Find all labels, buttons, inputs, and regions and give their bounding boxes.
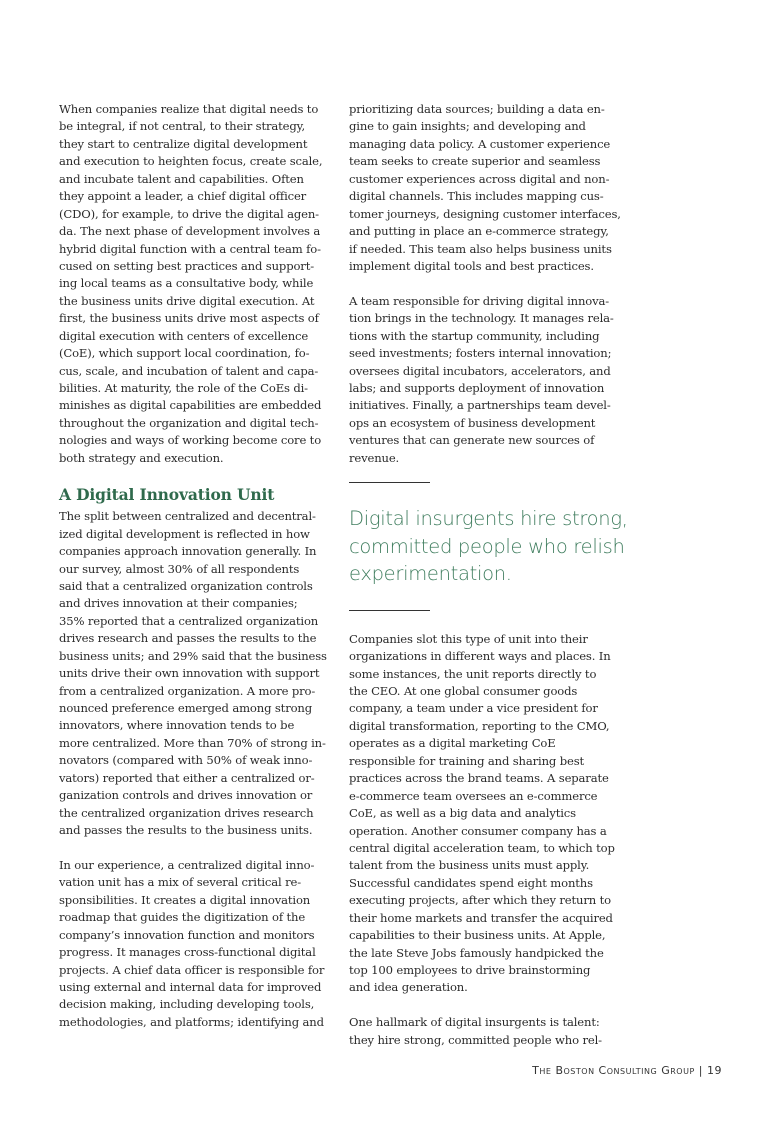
text-line: methodologies, and platforms; identifying and <box>59 1014 324 1029</box>
text-line: sponsibilities. It creates a digital innovation <box>59 892 311 907</box>
text-line: if needed. This team also helps business units <box>349 241 612 256</box>
text-line: from a centralized organization. A more pro- <box>59 683 316 698</box>
text-line: 35% reported that a centralized organization <box>59 613 319 628</box>
text-line: our survey, almost 30% of all respondents <box>59 561 300 576</box>
paragraph-data-customer <box>349 101 634 275</box>
footer-separator: | <box>698 1064 703 1077</box>
text-line: said that a centralized organization controls <box>59 578 313 593</box>
text-line: hybrid digital function with a central team fo- <box>59 241 321 256</box>
text-line: minishes as digital capabilities are embedded <box>59 398 322 413</box>
text-line: oversees digital incubators, accelerators, and <box>349 363 611 378</box>
text-line: business units; and 29% said that the business <box>59 648 327 663</box>
text-line: ing local teams as a consultative body, while <box>59 276 314 291</box>
text-line: operates as a digital marketing CoE <box>349 736 556 751</box>
text-line: implement digital tools and best practices. <box>349 258 594 273</box>
text-line: decision making, including developing tools, <box>59 997 315 1012</box>
text-line: vation unit has a mix of several critical re- <box>59 875 301 890</box>
text-line: and incubate talent and capabilities. Often <box>59 171 304 186</box>
text-line: tion brings in the technology. It manages rela- <box>349 311 614 326</box>
text-line: (CoE), which support local coordination, fo- <box>59 346 310 361</box>
intro-paragraph <box>59 101 344 467</box>
text-line: and idea generation. <box>349 980 468 995</box>
text-line: When companies realize that digital needs to <box>59 102 319 116</box>
text-line: companies approach innovation generally. In <box>59 544 317 559</box>
text-line: digital transformation, reporting to the CMO, <box>349 718 610 733</box>
text-line: top 100 employees to drive brainstorming <box>349 963 591 977</box>
text-line: innovators, where innovation tends to be <box>59 718 295 733</box>
text-line: company, a team under a vice president for <box>349 701 598 716</box>
pull-quote-line: experimentation. <box>349 562 512 586</box>
text-line: managing data policy. A customer experience <box>349 136 611 151</box>
text-line: capabilities to their business units. At Apple, <box>349 928 606 943</box>
publisher-name: The Boston Consulting Group <box>532 1064 695 1077</box>
text-line: Companies slot this type of unit into their <box>349 631 588 646</box>
text-line: customer experiences across digital and non- <box>349 171 610 186</box>
text-line: roadmap that guides the digitization of the <box>59 910 306 925</box>
text-line: vators) reported that either a centralized or- <box>59 770 315 785</box>
text-line: responsible for training and sharing best <box>349 753 585 768</box>
text-line: tions with the startup community, including <box>349 328 600 343</box>
page-footer <box>532 1064 722 1077</box>
text-line: and putting in place an e-commerce strategy, <box>349 224 609 239</box>
text-line: first, the business units drive most aspects of <box>59 311 319 326</box>
text-line: CoE, as well as a big data and analytics <box>349 806 576 821</box>
text-line: ventures that can generate new sources of <box>349 433 595 448</box>
text-line: bilities. At maturity, the role of the CoEs di- <box>59 381 308 395</box>
text-line: executing projects, after which they return to <box>349 893 611 908</box>
text-line: the late Steve Jobs famously handpicked the <box>349 945 604 960</box>
text-line: seed investments; fosters internal innovation; <box>349 346 612 361</box>
paragraph-innovation-team <box>349 293 634 467</box>
text-line: operation. Another consumer company has a <box>349 823 607 838</box>
text-line: and execution to heighten focus, create scale, <box>59 154 323 169</box>
text-line: some instances, the unit reports directly to <box>349 666 597 681</box>
text-line: novators (compared with 50% of weak inno- <box>59 753 313 768</box>
text-line: they appoint a leader, a chief digital officer <box>59 189 307 204</box>
text-line: ized digital development is reflected in how <box>59 526 310 541</box>
text-line: practices across the brand teams. A separate <box>349 771 609 786</box>
text-line: the CEO. At one global consumer goods <box>349 684 578 698</box>
pull-quote <box>349 505 634 588</box>
text-line: da. The next phase of development involves a <box>59 224 321 239</box>
text-line: In our experience, a centralized digital inno- <box>59 857 315 872</box>
text-line: revenue. <box>349 450 400 465</box>
text-line: team seeks to create superior and seamless <box>349 154 601 169</box>
text-line: and passes the results to the business units. <box>59 823 313 838</box>
text-line: the business units drive digital execution. At <box>59 293 315 308</box>
text-line: One hallmark of digital insurgents is talent: <box>349 1015 600 1030</box>
text-line: the centralized organization drives research <box>59 805 314 820</box>
text-line: and drives innovation at their companies; <box>59 596 298 611</box>
text-line: initiatives. Finally, a partnerships team devel- <box>349 398 611 413</box>
page-number: 19 <box>707 1064 722 1077</box>
text-line: digital channels. This includes mapping cus- <box>349 189 604 204</box>
text-line: nologies and ways of working become core to <box>59 433 322 448</box>
text-line: (CDO), for example, to drive the digital agen- <box>59 206 319 221</box>
text-line: ops an ecosystem of business development <box>349 415 596 430</box>
text-line: throughout the organization and digital tech- <box>59 415 319 430</box>
text-line: prioritizing data sources; building a data en- <box>349 102 605 116</box>
left-column <box>59 101 344 1031</box>
text-line: labs; and supports deployment of innovation <box>349 381 605 395</box>
text-line: e-commerce team oversees an e-commerce <box>349 788 598 803</box>
pull-quote-line: Digital insurgents hire strong, <box>349 507 628 531</box>
text-line: drives research and passes the results to the <box>59 631 317 646</box>
text-line: tomer journeys, designing customer interfaces, <box>349 206 621 221</box>
paragraph-centralization <box>59 508 344 839</box>
text-line: gine to gain insights; and developing and <box>349 119 586 134</box>
text-line: central digital acceleration team, to which top <box>349 840 615 855</box>
text-line: digital execution with centers of excellence <box>59 328 309 343</box>
divider-top <box>349 482 430 483</box>
text-line: The split between centralized and decentral- <box>59 509 316 524</box>
text-line: they hire strong, committed people who rel- <box>349 1032 602 1047</box>
text-line: projects. A chief data officer is responsible for <box>59 962 325 977</box>
text-line: be integral, if not central, to their strategy, <box>59 119 306 134</box>
pull-quote-line: committed people who relish <box>349 534 625 558</box>
paragraph-talent <box>349 1014 634 1049</box>
text-line: company’s innovation function and monitors <box>59 927 315 942</box>
paragraph-innovation-unit <box>59 857 344 1031</box>
text-line: progress. It manages cross-functional digital <box>59 945 316 960</box>
text-line: units drive their own innovation with support <box>59 666 320 681</box>
text-line: cus, scale, and incubation of talent and capa- <box>59 363 319 378</box>
text-line: both strategy and execution. <box>59 450 224 465</box>
text-line: Successful candidates spend eight months <box>349 875 593 890</box>
text-line: their home markets and transfer the acquired <box>349 910 613 925</box>
text-line: cused on setting best practices and support- <box>59 258 314 273</box>
right-column <box>349 101 634 1049</box>
text-line: talent from the business units must apply. <box>349 858 590 873</box>
text-line: using external and internal data for improved <box>59 980 322 994</box>
text-line: organizations in different ways and places. In <box>349 649 611 664</box>
text-line: they start to centralize digital development <box>59 136 308 151</box>
text-line: A team responsible for driving digital innova- <box>349 293 610 308</box>
section-heading: A Digital Innovation Unit <box>59 485 275 505</box>
paragraph-unit-placement <box>349 631 634 997</box>
text-line: nounced preference emerged among strong <box>59 701 313 715</box>
text-line: more centralized. More than 70% of strong in- <box>59 735 326 750</box>
text-line: ganization controls and drives innovation or <box>59 788 313 803</box>
